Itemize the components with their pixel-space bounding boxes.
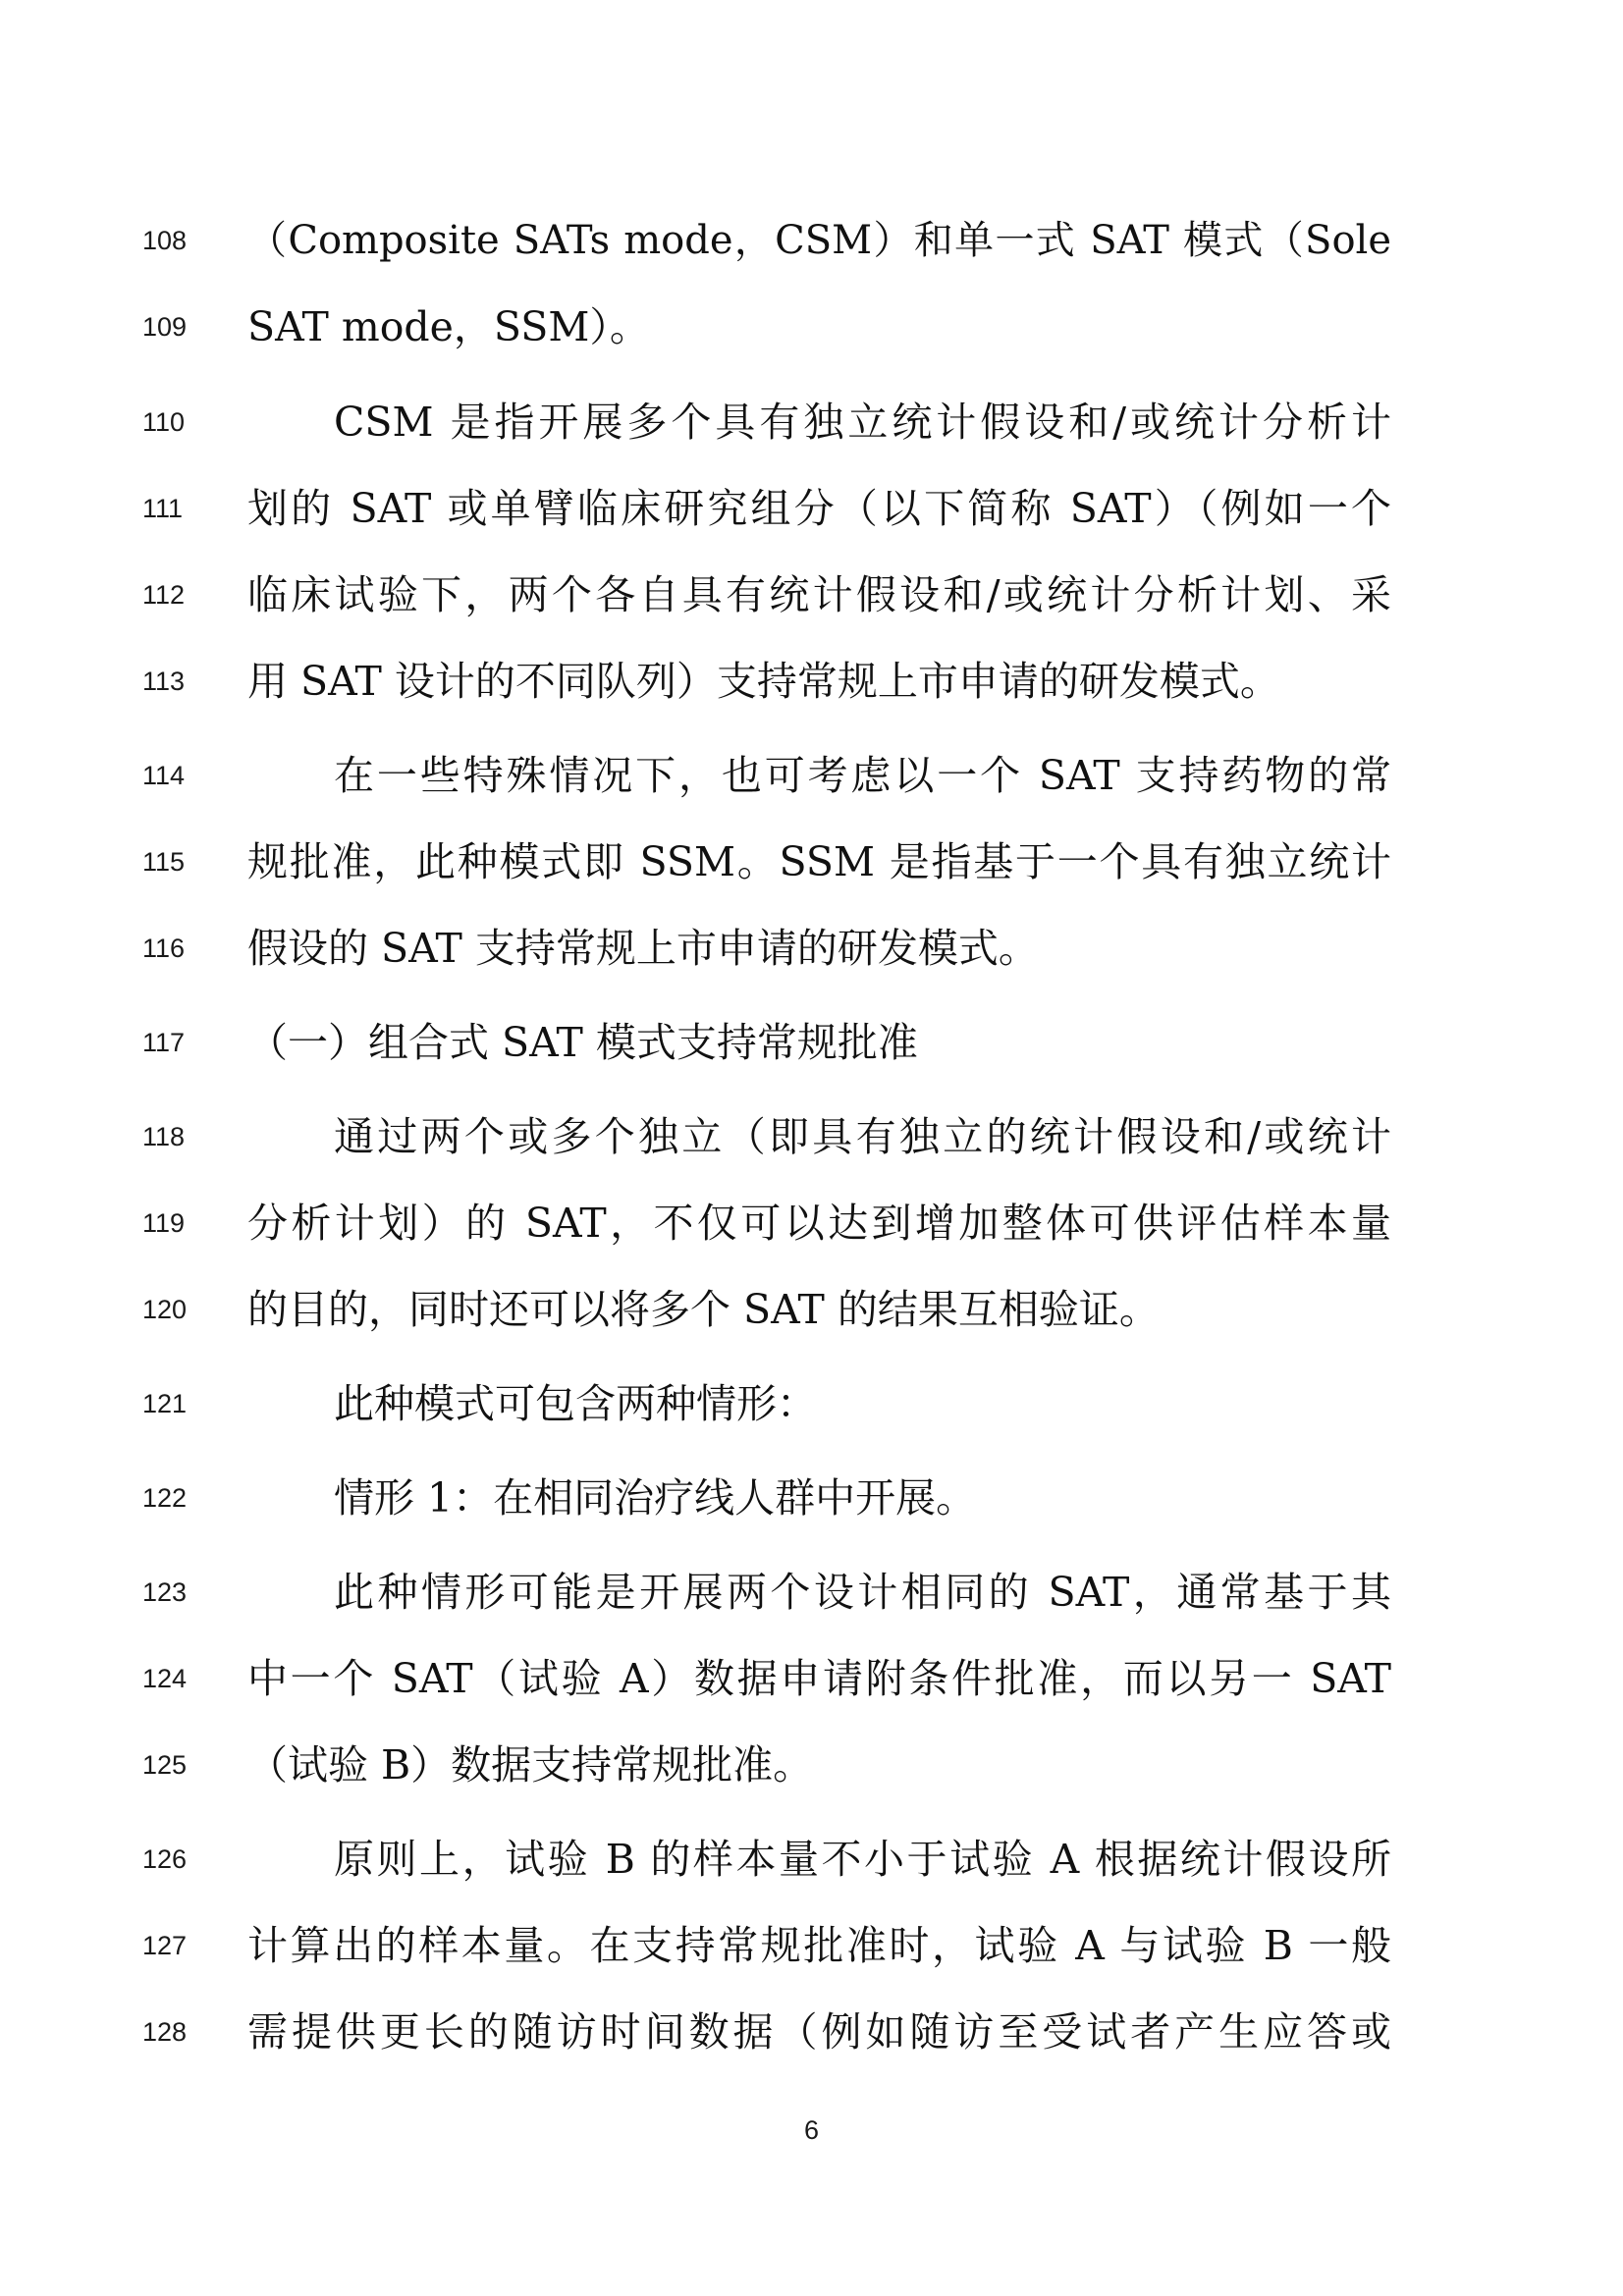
text-line xyxy=(0,1825,1623,1894)
line-text: 临床试验下，两个各自具有统计假设和/或统计分析计划、采 xyxy=(247,571,1391,618)
text-line xyxy=(0,1998,1623,2066)
line-text: 计算出的样本量。在支持常规批准时，试验 A 与试验 B 一般 xyxy=(247,1922,1391,1969)
text-line xyxy=(0,1369,1623,1438)
text-line xyxy=(0,1102,1623,1171)
section-heading xyxy=(0,1008,1623,1077)
line-number: 116 xyxy=(142,934,186,963)
line-text: 在一些特殊情况下，也可考虑以一个 SAT 支持药物的常 xyxy=(334,752,1391,799)
line-number: 124 xyxy=(142,1664,188,1693)
line-number: 113 xyxy=(142,667,186,696)
line-text: 的目的，同时还可以将多个 SAT 的结果互相验证。 xyxy=(247,1286,1160,1333)
line-text: 需提供更长的随访时间数据（例如随访至受试者产生应答或 xyxy=(247,2008,1391,2056)
line-number: 122 xyxy=(142,1483,188,1513)
line-text: CSM 是指开展多个具有独立统计假设和/或统计分析计 xyxy=(334,399,1391,446)
line-text: 原则上，试验 B 的样本量不小于试验 A 根据统计假设所 xyxy=(334,1836,1391,1883)
line-number: 121 xyxy=(142,1389,188,1418)
line-text: 假设的 SAT 支持常规上市申请的研发模式。 xyxy=(247,925,1039,972)
page-number: 6 xyxy=(803,2115,820,2145)
text-line xyxy=(0,828,1623,896)
line-number: 120 xyxy=(142,1295,188,1324)
line-text: 中一个 SAT（试验 A）数据申请附条件批准，而以另一 SAT xyxy=(247,1655,1391,1702)
text-line xyxy=(0,647,1623,716)
text-line xyxy=(0,1911,1623,1980)
line-number: 108 xyxy=(142,226,188,255)
line-text: 规批准，此种模式即 SSM。SSM 是指基于一个具有独立统计 xyxy=(247,838,1391,885)
line-number: 118 xyxy=(142,1122,186,1151)
line-text: 情形 1：在相同治疗线人群中开展。 xyxy=(334,1474,977,1522)
line-number: 110 xyxy=(142,407,186,437)
line-text: （试验 B）数据支持常规批准。 xyxy=(247,1741,814,1789)
line-text: 分析计划）的 SAT，不仅可以达到增加整体可供评估样本量 xyxy=(247,1200,1391,1247)
text-line xyxy=(0,914,1623,983)
line-text: 用 SAT 设计的不同队列）支持常规上市申请的研发模式。 xyxy=(247,658,1280,705)
line-text: 划的 SAT 或单臂临床研究组分（以下简称 SAT）（例如一个 xyxy=(247,485,1391,532)
text-line xyxy=(0,741,1623,810)
text-line xyxy=(0,1731,1623,1799)
line-number: 115 xyxy=(142,847,186,877)
line-number: 126 xyxy=(142,1844,188,1874)
line-text: 此种模式可包含两种情形： xyxy=(334,1380,817,1427)
line-number: 127 xyxy=(142,1931,188,1960)
line-text: 此种情形可能是开展两个设计相同的 SAT，通常基于其 xyxy=(334,1569,1391,1616)
line-text: SAT mode，SSM）。 xyxy=(247,303,650,350)
text-line xyxy=(0,1275,1623,1344)
text-line xyxy=(0,1189,1623,1257)
text-line xyxy=(0,474,1623,543)
line-number: 111 xyxy=(142,494,184,523)
line-text: （一）组合式 SAT 模式支持常规批准 xyxy=(247,1019,918,1066)
text-line xyxy=(0,1558,1623,1627)
line-text: （Composite SATs mode，CSM）和单一式 SAT 模式（Sole xyxy=(247,218,1391,263)
text-line xyxy=(0,561,1623,629)
text-line xyxy=(0,1644,1623,1713)
text-line xyxy=(0,206,1623,275)
line-number: 114 xyxy=(142,761,186,790)
text-line xyxy=(0,388,1623,456)
line-number: 112 xyxy=(142,580,186,610)
line-number: 119 xyxy=(142,1208,186,1238)
line-number: 123 xyxy=(142,1577,188,1607)
line-number: 117 xyxy=(142,1028,186,1057)
text-line xyxy=(0,1464,1623,1532)
line-number: 128 xyxy=(142,2017,188,2047)
text-line xyxy=(0,293,1623,361)
line-text: 通过两个或多个独立（即具有独立的统计假设和/或统计 xyxy=(334,1113,1391,1160)
line-number: 109 xyxy=(142,312,188,342)
line-number: 125 xyxy=(142,1750,188,1780)
